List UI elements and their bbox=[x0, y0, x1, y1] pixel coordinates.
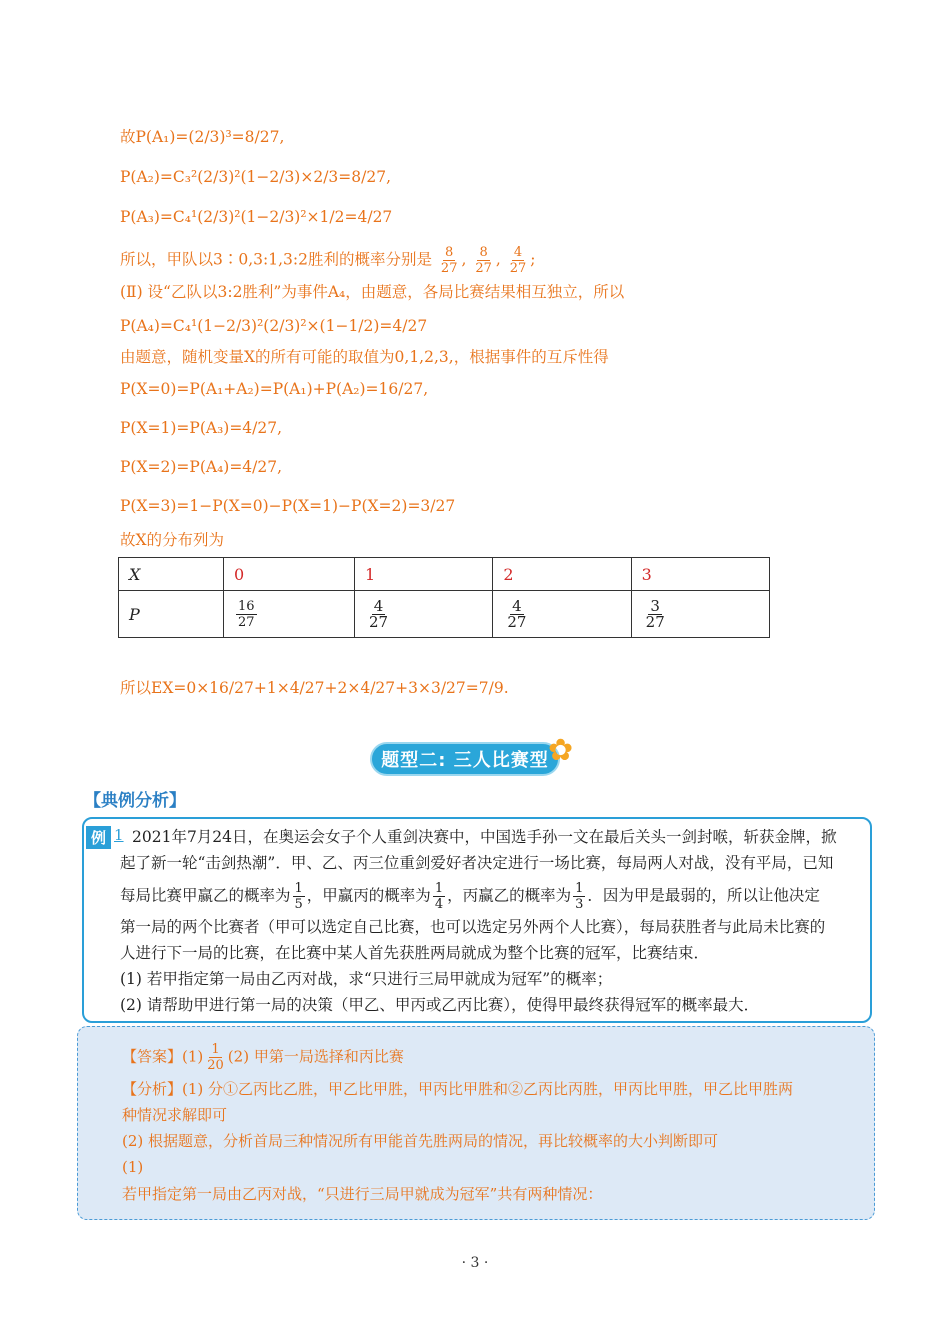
table-prob-3: $\frac{3}{27}$ bbox=[631, 591, 769, 638]
table-header-1: 1 bbox=[355, 558, 493, 591]
eq-expectation: 所以EX=0×16/27+1×4/27+2×4/27+3×3/27=7/9. bbox=[120, 679, 509, 697]
table-prob-0: $\frac{16}{27}$ bbox=[224, 591, 355, 638]
answer-line: 【答案】(1) $\frac{1}{20}$ (2) 甲第一局选择和丙比赛 bbox=[122, 1042, 404, 1073]
text-random-variable: 由题意，随机变量X的所有可能的取值为0,1,2,3,，根据事件的互斥性得 bbox=[120, 348, 609, 366]
table-header-3: 3 bbox=[631, 558, 769, 591]
text-win-probabilities: 所以，甲队以3∶0,3:1,3:2胜利的概率分别是 $\frac{8}{27}$ , $\frac{8}{27}$ , $\frac{4}{27}$ ; bbox=[120, 245, 536, 276]
flower-icon: ✿ bbox=[548, 733, 574, 768]
analysis-line-1: 【分析】(1) 分①乙丙比乙胜，甲乙比甲胜，甲丙比甲胜和②乙丙比丙胜，甲丙比甲胜，甲乙比甲胜两 bbox=[122, 1080, 794, 1098]
eq-px1: P(X=1)=P(A₃)=4/27, bbox=[120, 419, 283, 437]
table-header-0: 0 bbox=[224, 558, 355, 591]
example-line-3: 每局比赛甲赢乙的概率为 $\frac{1}{5}$ ，甲赢丙的概率为 $\frac{1}{4}$ ，丙赢乙的概率为 $\frac{1}{3}$ ．因为甲是最弱的，所以让他决定 bbox=[120, 881, 820, 912]
eq-px3: P(X=3)=1−P(X=0)−P(X=1)−P(X=2)=3/27 bbox=[120, 497, 456, 515]
table-prob-2: $\frac{4}{27}$ bbox=[493, 591, 631, 638]
example-line-2: 起了新一轮“击剑热潮”．甲、乙、丙三位重剑爱好者决定进行一场比赛，每局两人对战，没有平局，已知 bbox=[120, 854, 834, 872]
table-header-x: X bbox=[119, 558, 224, 591]
example-question-1: (1) 若甲指定第一局由乙丙对战，求“只进行三局甲就成为冠军”的概率； bbox=[120, 970, 613, 988]
eq-px2: P(X=2)=P(A₄)=4/27, bbox=[120, 458, 283, 476]
example-line-5: 人进行下一局的比赛，在比赛中某人首先获胜两局就成为整个比赛的冠军，比赛结束． bbox=[120, 944, 710, 962]
analysis-line-3: (2) 根据题意，分析首局三种情况所有甲能首先胜两局的情况，再比较概率的大小判断即可 bbox=[122, 1132, 719, 1150]
table-row-label: P bbox=[119, 591, 224, 638]
eq-p-a3: P(A₃)=C₄¹(2/3)²(1−2/3)²×1/2=4/27 bbox=[120, 208, 393, 226]
analysis-line-5: 若甲指定第一局由乙丙对战，“只进行三局甲就成为冠军”共有两种情况： bbox=[122, 1185, 603, 1203]
text-event-a4: (Ⅱ) 设“乙队以3:2胜利”为事件A₄，由题意，各局比赛结果相互独立，所以 bbox=[120, 283, 625, 301]
text-distribution: 故X的分布列为 bbox=[120, 531, 225, 549]
eq-px0: P(X=0)=P(A₁+A₂)=P(A₁)+P(A₂)=16/27, bbox=[120, 380, 429, 398]
eq-p-a2: P(A₂)=C₃²(2/3)²(1−2/3)×2/3=8/27, bbox=[120, 168, 392, 186]
distribution-table bbox=[118, 557, 770, 638]
table-header-2: 2 bbox=[493, 558, 631, 591]
eq-p-a4: P(A₄)=C₄¹(1−2/3)²(2/3)²×(1−1/2)=4/27 bbox=[120, 317, 428, 335]
example-tag: 例 bbox=[86, 826, 111, 849]
eq-p-a1: 故P(A₁)=(2/3)³=8/27, bbox=[120, 128, 285, 146]
section-title: 【典例分析】 bbox=[84, 791, 186, 811]
example-line-1: 2021年7月24日，在奥运会女子个人重剑决赛中，中国选手孙一文在最后关头一剑封喉，斩获金牌，掀 bbox=[132, 828, 837, 846]
example-number: 1 bbox=[114, 826, 124, 844]
example-line-4: 第一局的两个比赛者（甲可以选定自己比赛，也可以选定另外两个人比赛），每局获胜者与此局未比赛的 bbox=[120, 918, 826, 936]
section-banner: 题型二: 三人比赛型 bbox=[370, 742, 560, 776]
table-prob-1: $\frac{4}{27}$ bbox=[355, 591, 493, 638]
page-number: · 3 · bbox=[461, 1255, 489, 1271]
analysis-line-4: (1) bbox=[122, 1158, 144, 1176]
analysis-line-2: 种情况求解即可 bbox=[122, 1106, 228, 1124]
example-question-2: (2) 请帮助甲进行第一局的决策（甲乙、甲丙或乙丙比赛），使得甲最终获得冠军的概率最大． bbox=[120, 996, 760, 1014]
